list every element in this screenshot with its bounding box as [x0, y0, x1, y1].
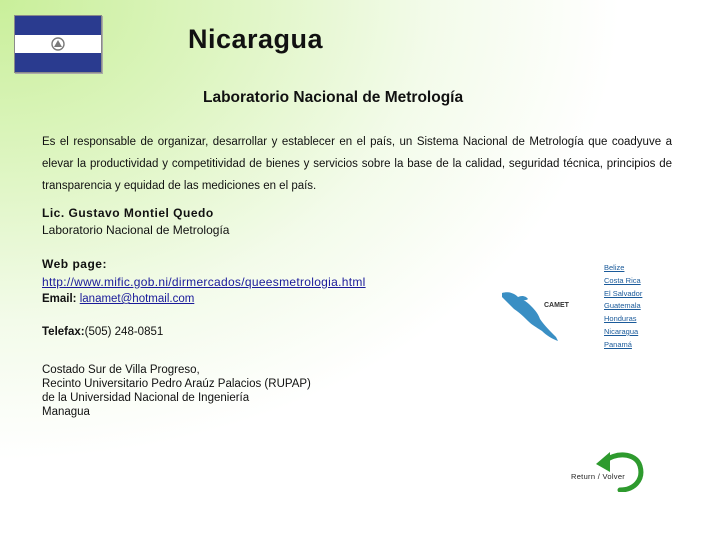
address-block — [42, 363, 311, 419]
telefax-row — [42, 326, 163, 338]
country-link-honduras[interactable]: Honduras — [604, 314, 637, 324]
country-link-nicaragua[interactable]: Nicaragua — [604, 326, 639, 336]
lab-subtitle: Laboratorio Nacional de Metrología — [203, 89, 464, 106]
map-label: CAMET — [544, 302, 569, 309]
contact-organization: Laboratorio Nacional de Metrología — [42, 223, 230, 237]
telefax-value: (505) 248-0851 — [84, 326, 164, 338]
contact-name: Lic. Gustavo Montiel Quedo — [42, 206, 214, 220]
email-row — [42, 293, 194, 305]
email-link[interactable]: lanamet@hotmail.com — [79, 293, 195, 305]
country-link-guatemala[interactable]: Guatemala — [604, 301, 641, 311]
country-links — [604, 262, 642, 352]
web-page-label: Web page: — [42, 257, 107, 271]
address-line-4: Managua — [42, 406, 90, 418]
address-line-3: de la Universidad Nacional de Ingeniería — [42, 392, 250, 404]
country-link-panama[interactable]: Panamá — [604, 339, 632, 349]
address-line-1: Costado Sur de Villa Progreso, — [42, 364, 200, 376]
telefax-label: Telefax: — [42, 326, 85, 338]
central-america-map[interactable] — [500, 287, 582, 343]
return-arrow-icon[interactable] — [594, 448, 646, 492]
page-title: Nicaragua — [188, 24, 324, 54]
email-label: Email: — [42, 293, 77, 305]
address-line-2: Recinto Universitario Pedro Araúz Palacios (RUPAP) — [42, 378, 311, 390]
return-link[interactable]: Return / Volver — [571, 472, 626, 481]
lab-description: Es el responsable de organizar, desarrollar y establecer en el país, un Sistema Nacional de Metrología que coadyuve a elevar la productividad y competitividad de bienes y servicios sobre la base de la calidad, seguridad técnica, principios de transparencia y equidad de las mediciones en el país. — [42, 136, 672, 192]
web-page-link[interactable]: http://www.mific.gob.ni/dirmercados/queesmetrologia.html — [42, 275, 366, 289]
country-link-belize[interactable]: Belize — [604, 263, 625, 272]
central-america-map-icon — [500, 287, 582, 343]
nicaragua-flag-icon — [14, 15, 102, 73]
country-link-costa-rica[interactable]: Costa Rica — [604, 275, 641, 285]
country-link-el-salvador[interactable]: El Salvador — [604, 288, 643, 298]
